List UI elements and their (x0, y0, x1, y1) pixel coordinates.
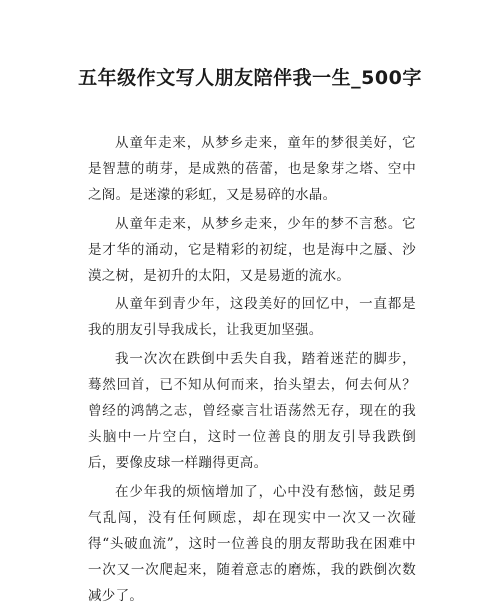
paragraph: 从童年走来，从梦乡走来，童年的梦很美好，它是智慧的萌芽，是成熟的蓓蕾，也是象芽之塔、空中之阁。是迷濛的彩虹，又是易碎的水晶。 (88, 135, 416, 204)
paragraph: 在少年我的烦恼增加了，心中没有愁恼，鼓足勇气乱闯，没有任何顾虑，却在现实中一次又一次碰得“头破血流”，这时一位善良的朋友帮助我在困难中一次又一次爬起来，随着意志的磨炼，我的跌倒次数减少了。 (88, 483, 416, 605)
paragraph: 从童年走来，从梦乡走来，少年的梦不言愁。它是才华的涌动，它是精彩的初绽，也是海中之蜃、沙漠之树，是初升的太阳，又是易逝的流水。 (88, 215, 416, 285)
document-body (88, 130, 416, 612)
paragraph: 我一次次在跌倒中丢失自我，踏着迷茫的脚步，蓦然回首，已不知从何而来，抬头望去，何去何从？曾经的鸿鹄之志，曾经豪言壮语荡然无存，现在的我头脑中一片空白，这时一位善良的朋友引导我跌倒后，要像皮球一样蹦得更高。 (88, 350, 416, 472)
paragraph: 从童年到青少年，这段美好的回忆中，一直都是我的朋友引导我成长，让我更加坚强。 (88, 296, 416, 339)
document-title: 五年级作文写人朋友陪伴我一生_500字 (78, 67, 422, 89)
